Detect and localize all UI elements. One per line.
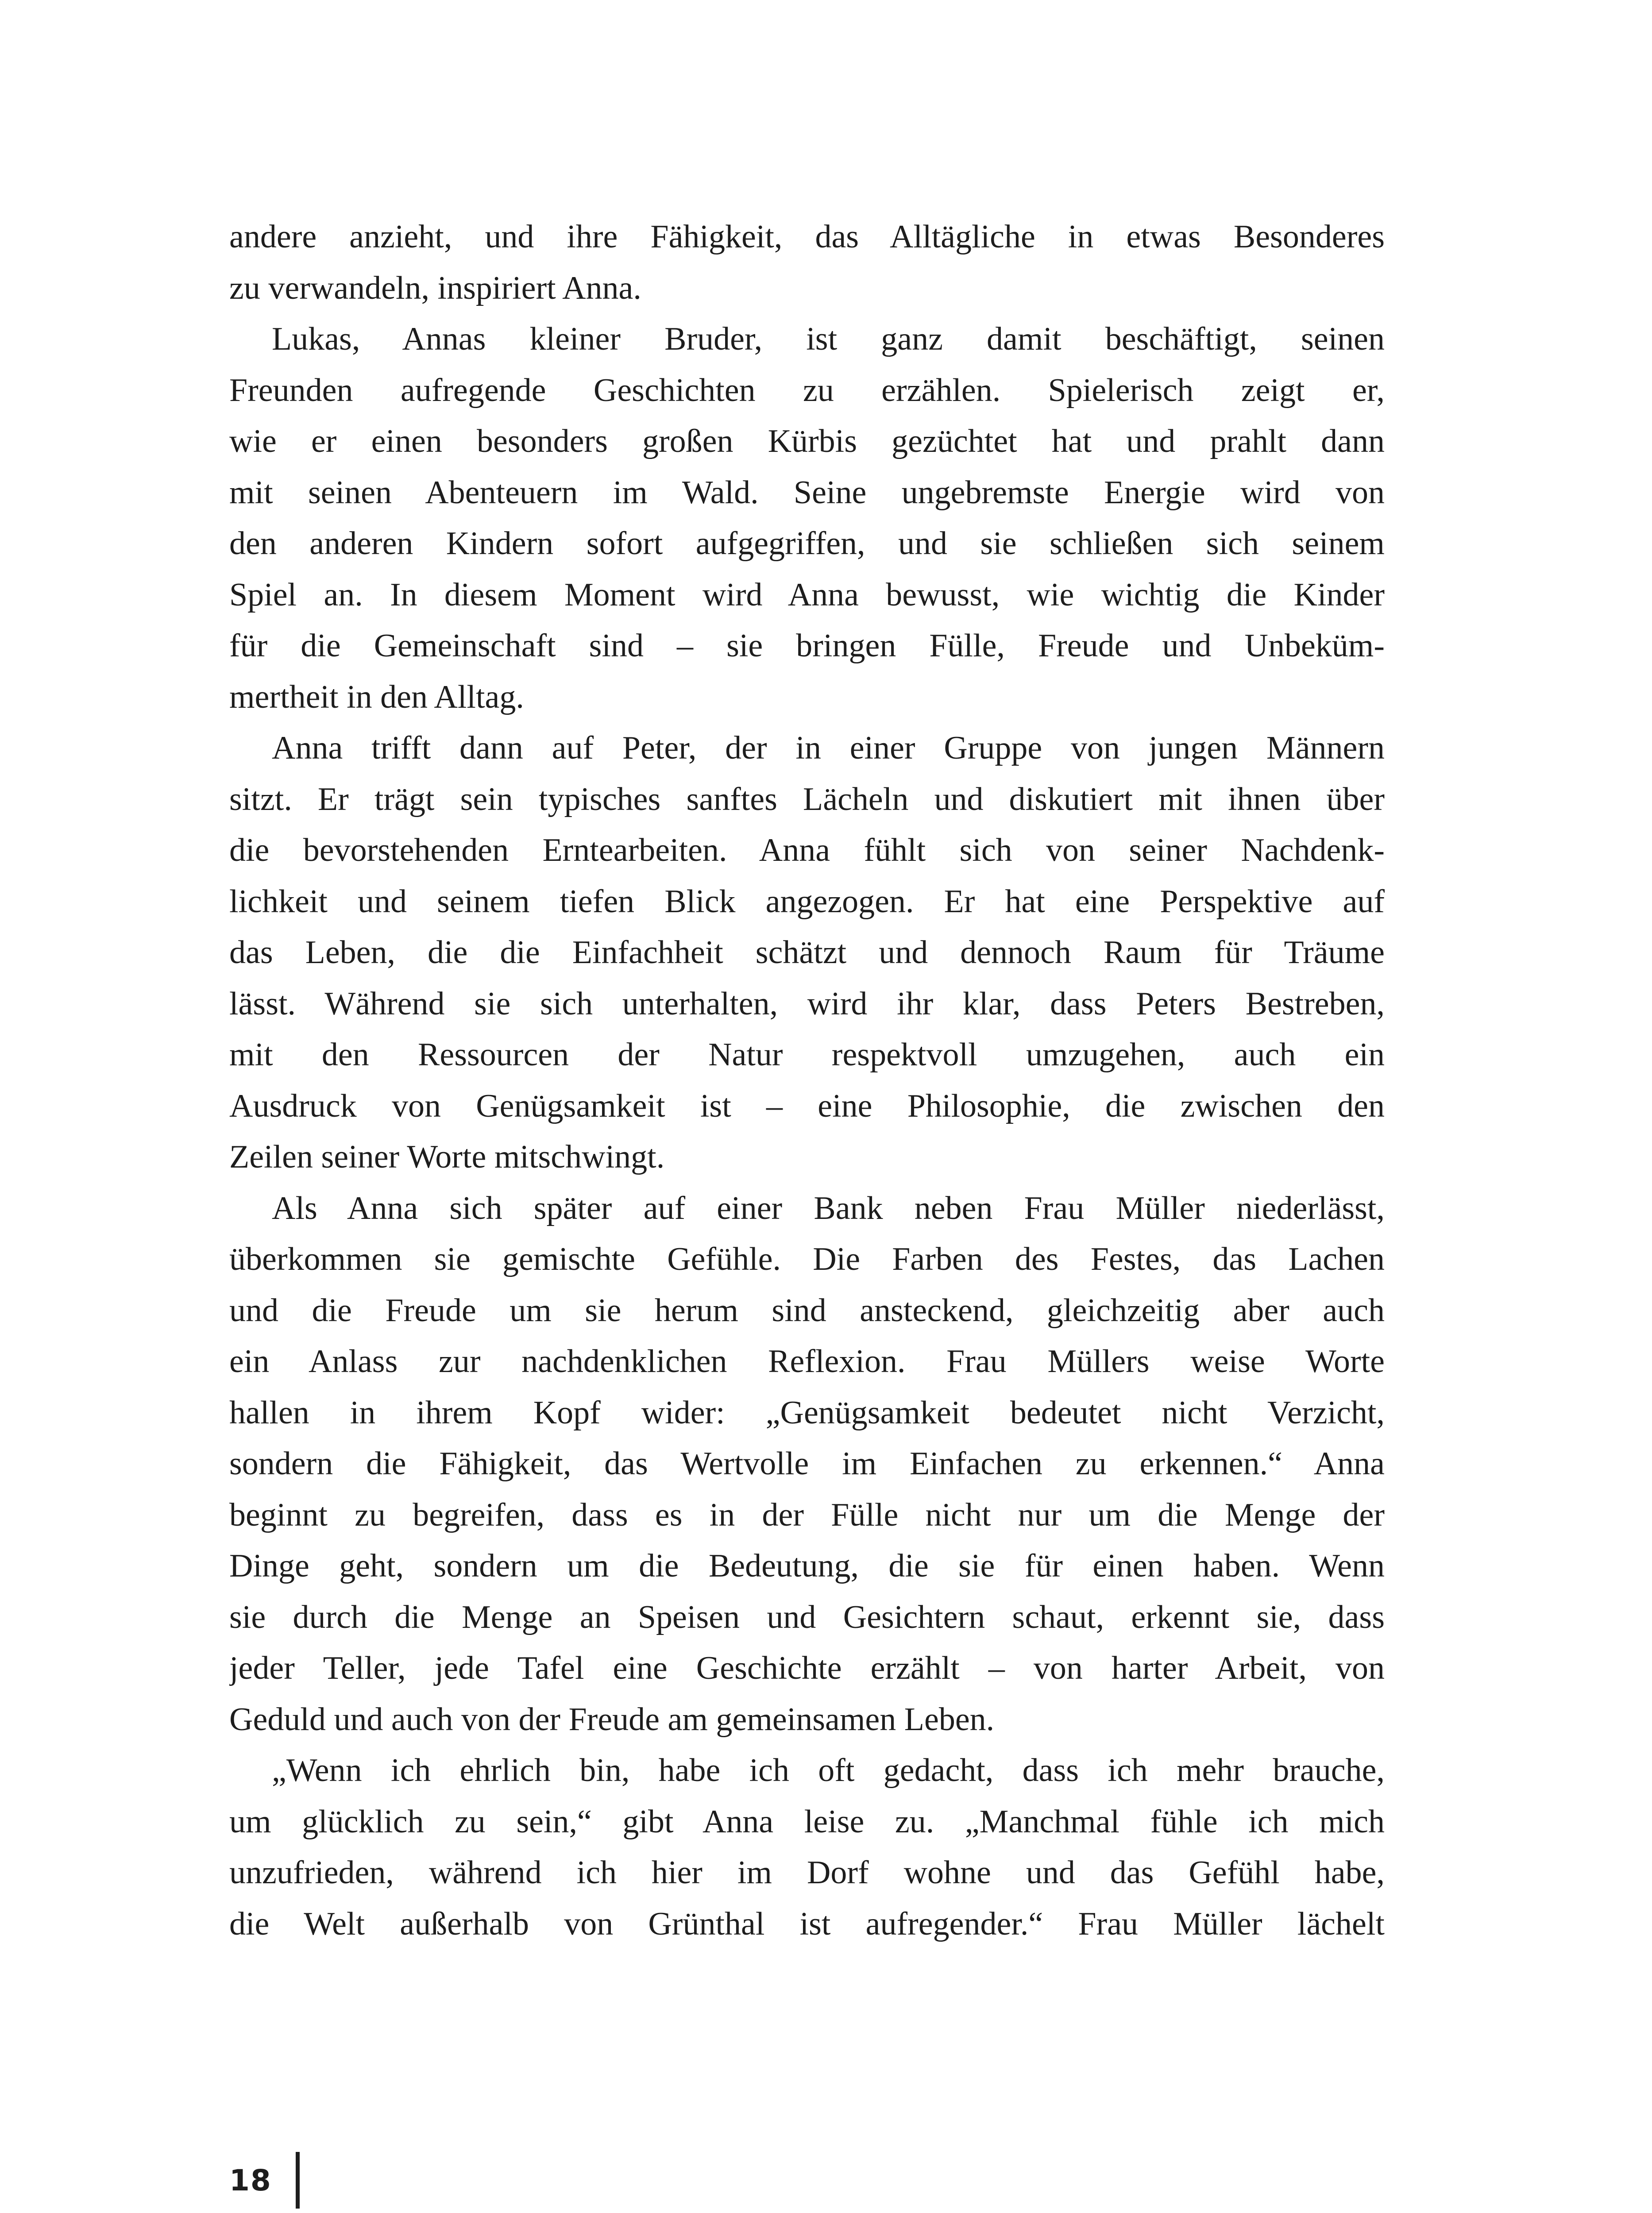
text-line: das Leben, die die Einfachheit schätzt und dennoch Raum für Träume [229, 934, 1385, 971]
text-line: sitzt. Er trägt sein typisches sanftes Lächeln und diskutiert mit ihnen über [229, 781, 1385, 817]
page-number-divider [296, 2152, 300, 2209]
text-line: Spiel an. In diesem Moment wird Anna bewusst, wie wichtig die Kinder [229, 576, 1385, 613]
text-line: beginnt zu begreifen, dass es in der Fülle nicht nur um die Menge der [229, 1496, 1385, 1533]
text-line: Anna trifft dann auf Peter, der in einer Gruppe von jungen Männern [272, 730, 1385, 766]
text-line: Zeilen seiner Worte mitschwingt. [229, 1139, 665, 1175]
text-line: Freunden aufregende Geschichten zu erzählen. Spielerisch zeigt er, [229, 372, 1385, 409]
text-line: Ausdruck von Genügsamkeit ist – eine Philosophie, die zwischen den [229, 1087, 1385, 1124]
text-line: lässt. Während sie sich unterhalten, wird ihr klar, dass Peters Bestreben, [229, 985, 1385, 1022]
page-number: 18 [229, 2163, 272, 2198]
text-line: lichkeit und seinem tiefen Blick angezogen. Er hat eine Perspektive auf [229, 883, 1385, 920]
text-line: Geduld und auch von der Freude am gemeinsamen Leben. [229, 1701, 995, 1738]
text-line: um glücklich zu sein,“ gibt Anna leise zu. „Manchmal fühle ich mich [229, 1803, 1385, 1840]
text-line: sie durch die Menge an Speisen und Gesichtern schaut, erkennt sie, dass [229, 1599, 1385, 1635]
body-text [229, 212, 1385, 1950]
text-line: für die Gemeinschaft sind – sie bringen Fülle, Freude und Unbeküm- [229, 628, 1385, 664]
text-line: die bevorstehenden Erntearbeiten. Anna fühlt sich von seiner Nachdenk- [229, 832, 1385, 868]
text-line: den anderen Kindern sofort aufgegriffen, und sie schließen sich seinem [229, 525, 1385, 562]
text-line: wie er einen besonders großen Kürbis gezüchtet hat und prahlt dann [229, 423, 1385, 459]
text-line: zu verwandeln, inspiriert Anna. [229, 270, 641, 306]
text-line: hallen in ihrem Kopf wider: „Genügsamkeit bedeutet nicht Verzicht, [229, 1394, 1385, 1431]
text-line: jeder Teller, jede Tafel eine Geschichte erzählt – von harter Arbeit, von [229, 1650, 1385, 1686]
text-line: die Welt außerhalb von Grünthal ist aufregender.“ Frau Müller lächelt [229, 1905, 1385, 1942]
text-line: Lukas, Annas kleiner Bruder, ist ganz damit beschäftigt, seinen [272, 321, 1385, 357]
text-line: andere anzieht, und ihre Fähigkeit, das Alltägliche in etwas Besonderes [229, 219, 1385, 255]
text-line: Dinge geht, sondern um die Bedeutung, die sie für einen haben. Wenn [229, 1548, 1385, 1584]
text-line: mertheit in den Alltag. [229, 679, 524, 715]
text-line: unzufrieden, während ich hier im Dorf wohne und das Gefühl habe, [229, 1854, 1385, 1891]
text-line: Als Anna sich später auf einer Bank neben Frau Müller niederlässt, [272, 1190, 1385, 1226]
text-line: ein Anlass zur nachdenklichen Reflexion. Frau Müllers weise Worte [229, 1343, 1385, 1380]
text-line: mit seinen Abenteuern im Wald. Seine ungebremste Energie wird von [229, 474, 1385, 511]
text-line: überkommen sie gemischte Gefühle. Die Farben des Festes, das Lachen [229, 1241, 1385, 1277]
text-line: sondern die Fähigkeit, das Wertvolle im Einfachen zu erkennen.“ Anna [229, 1446, 1385, 1482]
text-line: und die Freude um sie herum sind ansteckend, gleichzeitig aber auch [229, 1292, 1385, 1329]
text-line: „Wenn ich ehrlich bin, habe ich oft gedacht, dass ich mehr brauche, [272, 1752, 1385, 1789]
text-line: mit den Ressourcen der Natur respektvoll umzugehen, auch ein [229, 1037, 1385, 1073]
